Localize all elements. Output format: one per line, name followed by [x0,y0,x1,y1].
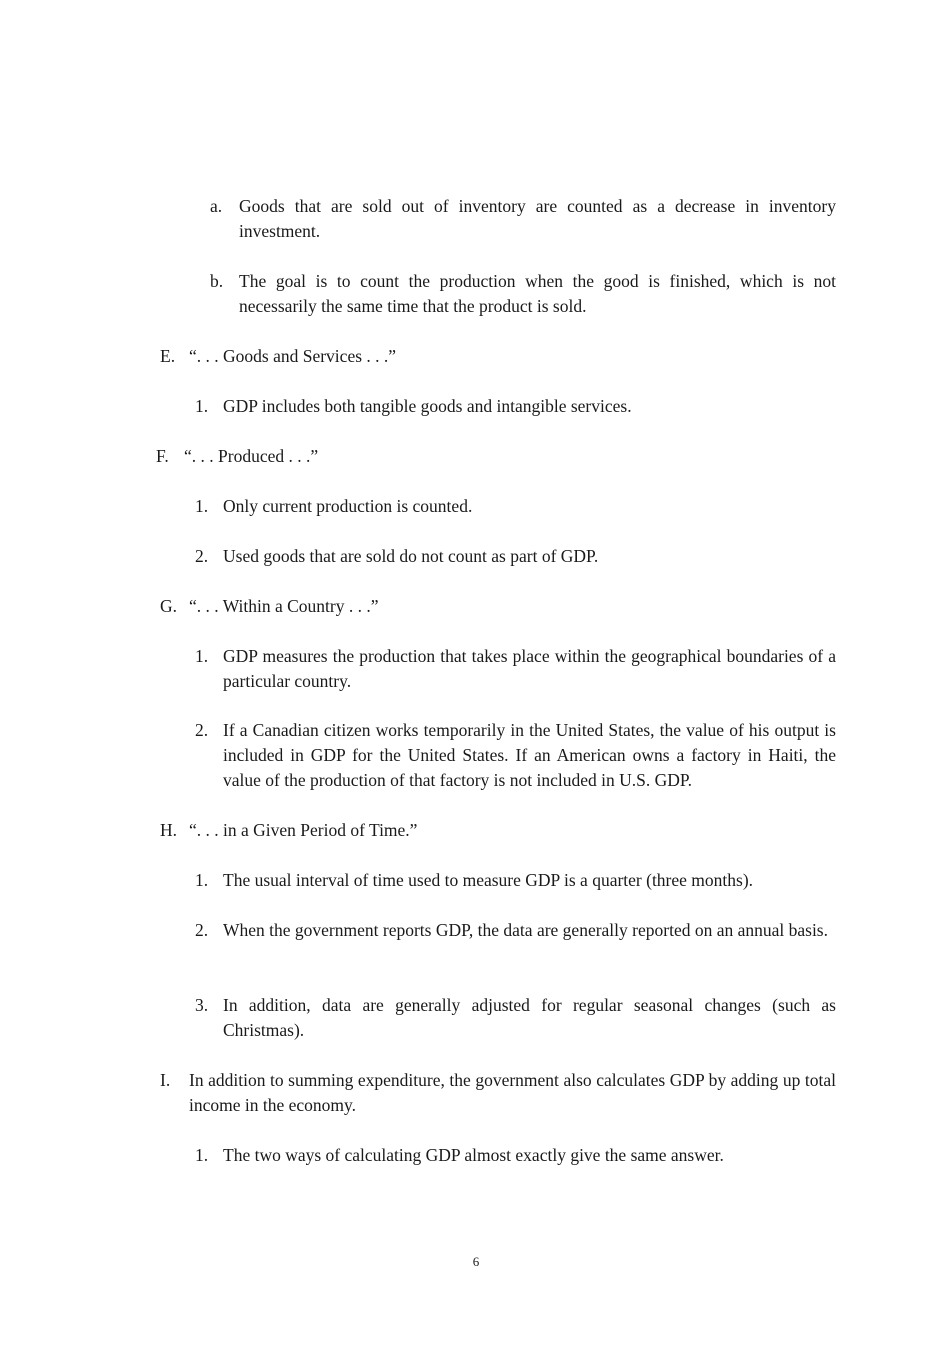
section-label: H. [160,820,178,840]
list-item [210,269,836,319]
list-item [210,194,836,244]
section-text: “. . . in a Given Period of Time.” [189,820,418,840]
section-text: In addition to summing expenditure, the government also calculates GDP by adding up total income in the economy. [189,1070,836,1115]
item-text: The goal is to count the production when the good is finished, which is not necessarily the same time that the product is sold. [239,271,836,316]
item-label: 3. [195,995,209,1015]
section-text: “. . . Produced . . .” [184,446,319,466]
page-number: 6 [472,1254,480,1269]
section-label: E. [160,346,176,366]
list-item [195,718,836,793]
item-text: GDP measures the production that takes place within the geographical boundaries of a particular country. [223,646,836,691]
item-label: b. [210,271,224,291]
section-label: I. [160,1070,171,1090]
section-text: “. . . Goods and Services . . .” [189,346,397,366]
item-text: The two ways of calculating GDP almost exactly give the same answer. [223,1145,724,1165]
section-heading [160,344,836,369]
item-label: 1. [195,646,209,666]
list-item [195,1143,836,1168]
item-label: 2. [195,546,209,566]
item-text: In addition, data are generally adjusted for regular seasonal changes (such as Christmas). [223,995,836,1040]
item-text: Goods that are sold out of inventory are counted as a decrease in inventory investment. [239,196,836,241]
item-text: GDP includes both tangible goods and intangible services. [223,396,632,416]
section-heading [156,444,836,469]
section-label: G. [160,596,178,616]
list-item [195,868,836,893]
list-item [195,394,836,419]
item-text: Used goods that are sold do not count as part of GDP. [223,546,599,566]
item-text: The usual interval of time used to measure GDP is a quarter (three months). [223,870,754,890]
item-label: 1. [195,1145,209,1165]
list-item [195,918,836,943]
item-text: When the government reports GDP, the data are generally reported on an annual basis. [223,920,828,940]
item-text: If a Canadian citizen works temporarily in the United States, the value of his output is included in GDP for the United States. If an American owns a factory in Haiti, the value of the production of that factory is not included in U.S. GDP. [223,720,836,790]
item-label: 1. [195,870,209,890]
section-label: F. [156,446,169,466]
list-item [195,494,836,519]
item-label: 1. [195,396,209,416]
section-text: “. . . Within a Country . . .” [189,596,379,616]
section-heading [160,1068,836,1118]
item-text: Only current production is counted. [223,496,473,516]
list-item [195,544,836,569]
section-heading [160,594,836,619]
list-item [195,993,836,1043]
section-heading [160,818,836,843]
item-label: a. [210,196,223,216]
item-label: 1. [195,496,209,516]
item-label: 2. [195,920,209,940]
item-label: 2. [195,720,209,740]
list-item [195,644,836,694]
